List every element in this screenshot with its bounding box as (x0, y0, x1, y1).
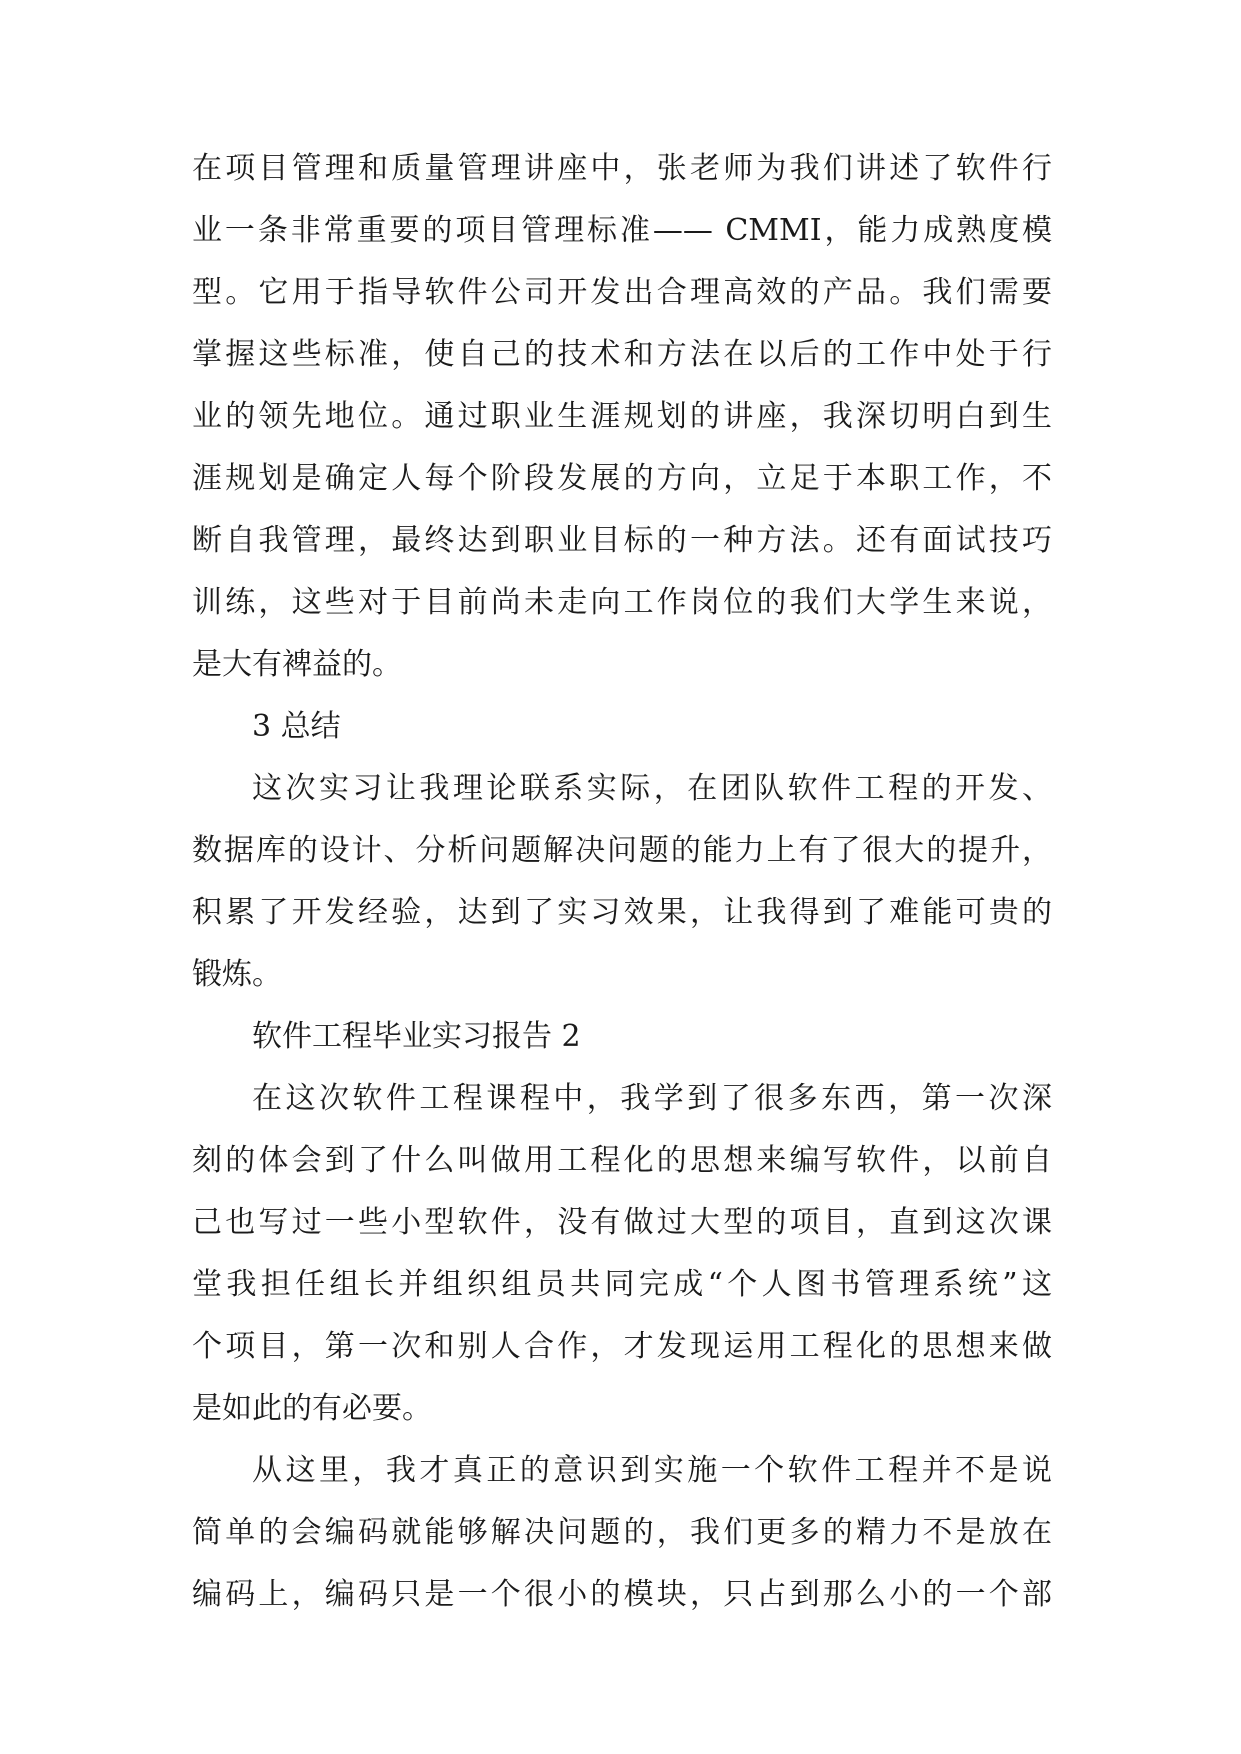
text-line: 在项目管理和质量管理讲座中，张老师为我们讲述了软件行 (192, 151, 1052, 186)
text-line: 掌握这些标准，使自己的技术和方法在以后的工作中处于行 (192, 337, 1052, 372)
report-title: 软件工程毕业实习报告 2 (252, 1019, 581, 1054)
text-line: 刻的体会到了什么叫做用工程化的思想来编写软件，以前自 (192, 1143, 1052, 1178)
paragraph-summary (192, 758, 1052, 1006)
paragraph-lectures (192, 138, 1052, 696)
text-line: 这次实习让我理论联系实际，在团队软件工程的开发、 (252, 771, 1052, 806)
text-line: 从这里，我才真正的意识到实施一个软件工程并不是说 (252, 1453, 1052, 1488)
text-line: 在这次软件工程课程中，我学到了很多东西，第一次深 (252, 1081, 1052, 1116)
text-line: 型。它用于指导软件公司开发出合理高效的产品。我们需要 (192, 275, 1052, 310)
text-line: 编码上，编码只是一个很小的模块，只占到那么小的一个部 (192, 1577, 1052, 1612)
paragraph-course-experience (192, 1068, 1052, 1440)
text-line: 训练，这些对于目前尚未走向工作岗位的我们大学生来说， (192, 585, 1052, 620)
text-line: 锻炼。 (192, 957, 282, 992)
text-line: 己也写过一些小型软件，没有做过大型的项目，直到这次课 (192, 1205, 1052, 1240)
text-line: 简单的会编码就能够解决问题的，我们更多的精力不是放在 (192, 1515, 1052, 1550)
text-line: 业一条非常重要的项目管理标准—— CMMI，能力成熟度模 (192, 213, 1052, 248)
text-line: 断自我管理，最终达到职业目标的一种方法。还有面试技巧 (192, 523, 1052, 558)
text-line: 是如此的有必要。 (192, 1391, 432, 1426)
document-body (192, 138, 1052, 1626)
section-heading-summary: 3 总结 (252, 709, 341, 744)
text-line: 涯规划是确定人每个阶段发展的方向，立足于本职工作，不 (192, 461, 1052, 496)
text-line: 数据库的设计、分析问题解决问题的能力上有了很大的提升， (192, 833, 1052, 868)
text-line: 积累了开发经验，达到了实习效果，让我得到了难能可贵的 (192, 895, 1052, 930)
paragraph-realization (192, 1440, 1052, 1626)
text-line: 个项目，第一次和别人合作，才发现运用工程化的思想来做 (192, 1329, 1052, 1364)
text-line: 业的领先地位。通过职业生涯规划的讲座，我深切明白到生 (192, 399, 1052, 434)
text-line: 是大有裨益的。 (192, 647, 402, 682)
text-line: 堂我担任组长并组织组员共同完成“个人图书管理系统”这 (192, 1267, 1052, 1302)
